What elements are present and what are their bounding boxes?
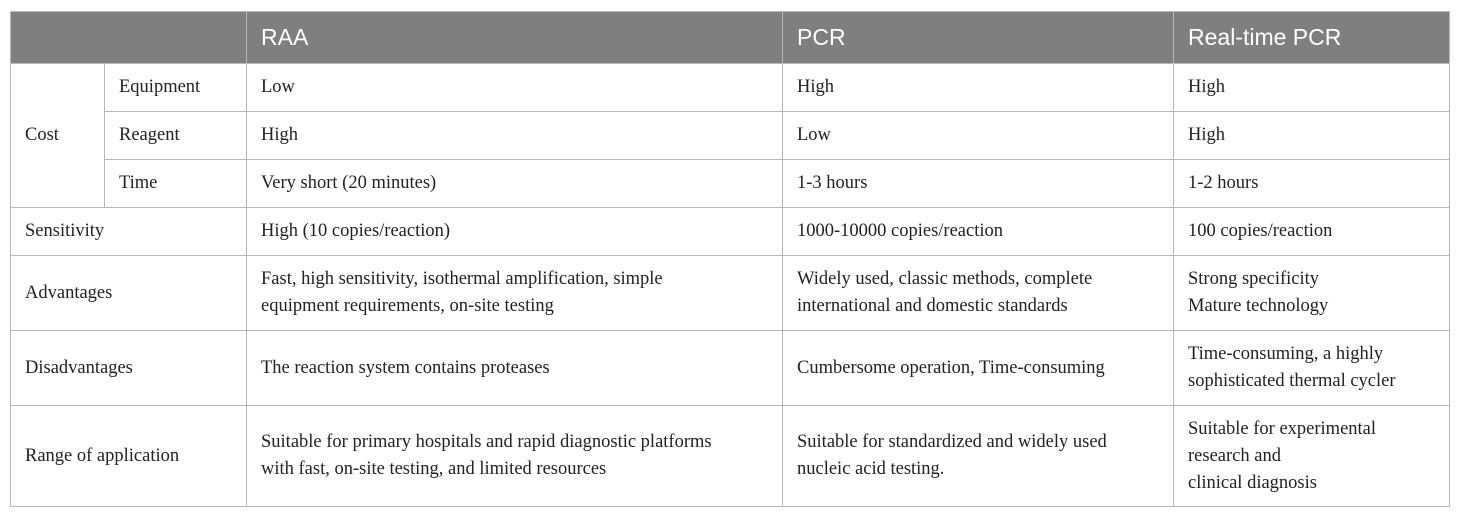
row-label-disadvantages: Disadvantages <box>11 331 247 406</box>
cell-line: nucleic acid testing. <box>797 459 945 479</box>
row-sensitivity <box>11 208 1450 256</box>
cell-line: Suitable for standardized and widely used <box>797 432 1107 452</box>
sublabel-equipment: Equipment <box>105 64 247 112</box>
row-cost-time <box>11 160 1450 208</box>
cell-reagent-rtpcr: High <box>1174 112 1450 160</box>
sublabel-time: Time <box>105 160 247 208</box>
header-realtime-pcr: Real-time PCR <box>1174 12 1450 64</box>
cell-disadvantages-pcr: Cumbersome operation, Time-consuming <box>783 331 1174 406</box>
cell-disadvantages-rtpcr <box>1174 331 1450 406</box>
cell-line: Time-consuming, a highly <box>1188 344 1384 364</box>
cell-line: Widely used, classic methods, complete <box>797 269 1093 289</box>
row-label-sensitivity: Sensitivity <box>11 208 247 256</box>
cell-line: with fast, on-site testing, and limited resources <box>261 459 607 479</box>
cell-time-raa: Very short (20 minutes) <box>247 160 783 208</box>
cell-line: clinical diagnosis <box>1188 472 1317 493</box>
cell-time-rtpcr: 1-2 hours <box>1174 160 1450 208</box>
cell-line: international and domestic standards <box>797 296 1068 316</box>
cell-sensitivity-raa: High (10 copies/reaction) <box>247 208 783 256</box>
cell-advantages-rtpcr <box>1174 256 1450 331</box>
cell-range-pcr <box>783 406 1174 507</box>
header-row <box>11 12 1450 64</box>
row-cost-equipment <box>11 64 1450 112</box>
row-range-of-application <box>11 406 1450 507</box>
cell-line: research and <box>1188 445 1281 466</box>
row-label-cost: Cost <box>11 64 105 208</box>
cell-line: Suitable for primary hospitals and rapid diagnostic platforms <box>261 432 712 452</box>
cell-line: Fast, high sensitivity, isothermal amplification, simple <box>261 269 663 289</box>
cell-reagent-pcr: Low <box>783 112 1174 160</box>
cell-advantages-raa <box>247 256 783 331</box>
row-advantages <box>11 256 1450 331</box>
cell-range-rtpcr <box>1174 406 1450 507</box>
cell-line: equipment requirements, on-site testing <box>261 296 554 316</box>
cell-line: Suitable for experimental <box>1188 418 1377 439</box>
cell-advantages-pcr <box>783 256 1174 331</box>
row-label-range: Range of application <box>11 406 247 507</box>
cell-equipment-rtpcr: High <box>1174 64 1450 112</box>
cell-equipment-raa: Low <box>247 64 783 112</box>
cell-line: Mature technology <box>1188 296 1329 316</box>
row-disadvantages <box>11 331 1450 406</box>
header-pcr: PCR <box>783 12 1174 64</box>
comparison-table <box>10 11 1450 507</box>
cell-line: sophisticated thermal cycler <box>1188 371 1396 391</box>
cell-disadvantages-raa: The reaction system contains proteases <box>247 331 783 406</box>
row-label-advantages: Advantages <box>11 256 247 331</box>
header-raa: RAA <box>247 12 783 64</box>
cell-equipment-pcr: High <box>783 64 1174 112</box>
cell-time-pcr: 1-3 hours <box>783 160 1174 208</box>
header-empty-cell <box>11 12 247 64</box>
cell-sensitivity-rtpcr: 100 copies/reaction <box>1174 208 1450 256</box>
cell-reagent-raa: High <box>247 112 783 160</box>
row-cost-reagent <box>11 112 1450 160</box>
cell-line: Strong specificity <box>1188 269 1320 289</box>
cell-range-raa <box>247 406 783 507</box>
cell-sensitivity-pcr: 1000-10000 copies/reaction <box>783 208 1174 256</box>
sublabel-reagent: Reagent <box>105 112 247 160</box>
